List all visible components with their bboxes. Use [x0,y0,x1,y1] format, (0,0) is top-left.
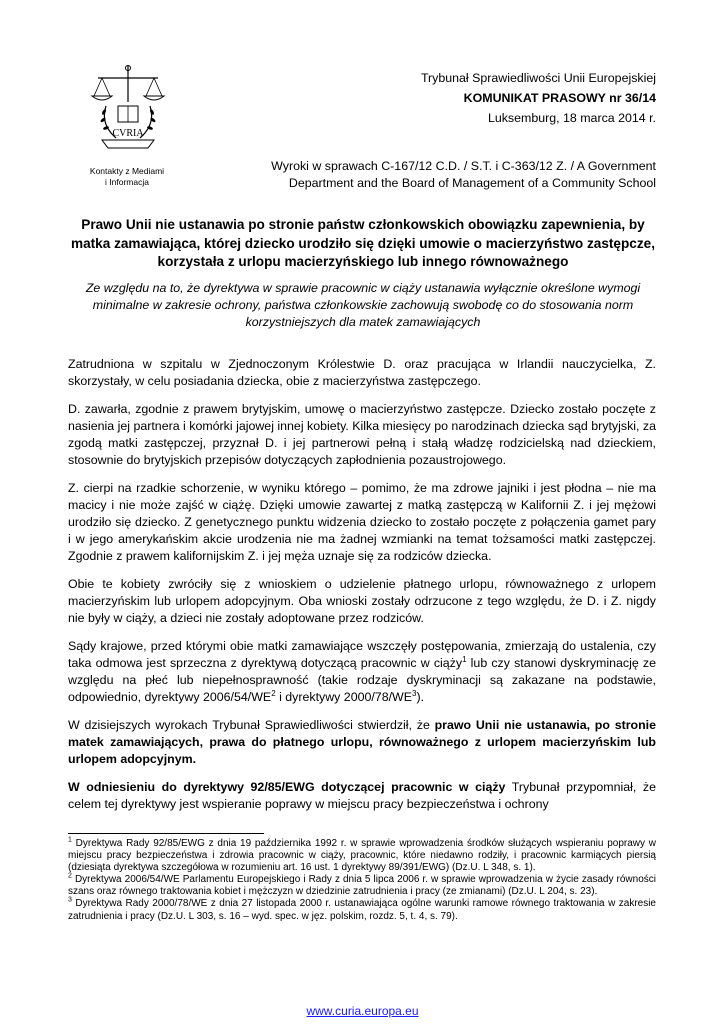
footnote-3-number: 3 [68,897,72,905]
paragraph-5-part-c: i dyrektywy 2000/78/WE [275,690,412,704]
paragraph-7-bold: W odniesieniu do dyrektywy 92/85/EWG dotyczącej pracownic w ciąży [68,780,506,794]
footnote-2-number: 2 [68,872,72,880]
media-contacts-label [66,166,188,188]
footnotes [68,838,656,923]
paragraph-6-part-a: W dzisiejszych wyrokach Trybunał Sprawiedliwości stwierdził, że [68,718,435,732]
footnote-1-text: Dyrektywa Rady 92/85/EWG z dnia 19 października 1992 r. w sprawie wprowadzenia środków służących wspieraniu poprawy w miejscu pracy bezpieczeństwa i zdrowia pracownic w ciąży, pracownic, które niedawno rodziły, i pracownic karmiących piersią (dziesiąta dyrektywa szczegółowa w rozumieniu art. 16 ust. 1 dyrektywy 89/391/EWG) (Dz.U. L 348, s. 1). [68,838,656,874]
paragraph-7 [68,779,656,813]
footnote-1-number: 1 [68,836,72,844]
paragraph-2: D. zawarła, zgodnie z prawem brytyjskim, umowę o macierzyństwo zastępcze. Dziecko zostało poczęte z nasienia jej partnera i komórki jajowej innej kobiety. Kilka miesięcy po narodzinach dziecka sąd brytyjski, za zgodą matki zastępczej, przyznał D. i jej partnerowi pełną i stałą władzę rodzicielską nad dzieckiem, stosownie do brytyjskich przepisów dotyczących zapłodnienia pozaustrojowego. [68,402,656,467]
paragraph-5 [68,638,656,706]
footnote-3-text: Dyrektywa Rady 2000/78/WE z dnia 27 listopada 2000 r. ustanawiająca ogólne warunki ramowe równego traktowania w zakresie zatrudnienia i pracy (Dz.U. L 303, s. 16 – wyd. spec. w jęz. polskim, rozdz. 5, t. 4, s. 79). [68,898,656,922]
curia-website-link[interactable]: www.curia.europa.eu [306,1004,419,1018]
footnote-1 [68,838,656,874]
paragraph-5-part-b: lub czy stanowi dyskryminację ze względu na płeć lub niepełnosprawność (takie rodzaje dyskryminacji są zakazane na podstawie, odpowiednio, dyrektywy 2006/54/WE [68,656,656,704]
case-line-1: Wyroki w sprawach C-167/12 C.D. / S.T. i C-363/12 Z. / A Government [271,159,656,173]
paragraph-7-part-b: Trybunał przypomniał, że celem tej dyrektywy jest wspieranie poprawy w miejscu pracy bezpieczeństwa i ochrony [68,780,656,811]
release-header [421,68,656,128]
body-text [68,356,656,824]
paragraph-6-bold: prawo Unii nie ustanawia, po stronie matek zamawiających, prawa do płatnego urlopu, równoważnego z urlopem macierzyńskim lub urlopem adopcyjnym. [68,718,657,766]
paragraph-4: Obie te kobiety zwróciły się z wnioskiem o udzielenie płatnego urlopu, równoważnego z urlopem macierzyńskim lub urlopem adopcyjnym. Oba wnioski zostały odrzucone z tego względu, że D. i Z. nigdy nie były w ciąży, a dzieci nie zostały adoptowane przez rodziców. [68,577,656,625]
footnote-divider [68,833,264,834]
contacts-line-1: Kontakty z Mediami [89,166,165,176]
footnote-ref-2[interactable]: 2 [271,688,276,698]
subheadline: Ze względu na to, że dyrektywa w sprawie pracownic w ciąży ustanawia wyłącznie określone wymogi minimalne w zakresie ochrony, państwa członkowskie zachowują swobodę co do stosowania norm korzystniejszych dla matek zamawiających [85,281,641,329]
institution-name: Trybunał Sprawiedliwości Unii Europejskiej [420,71,656,85]
paragraph-1: Zatrudniona w szpitalu w Zjednoczonym Królestwie D. oraz pracująca w Irlandii nauczycielka, Z. skorzystały, w celu posiadania dziecka, obie z macierzyństwa zastępczego. [68,357,656,388]
paragraph-3: Z. cierpi na rzadkie schorzenie, w wyniku którego – pomimo, że ma zdrowe jajniki i jest płodna – nie ma macicy i nie może zajść w ciążę. Dzięki umowie zawartej z matką zastępczą w Kalifornii Z. i jej mężowi urodziło się dziecko. Z genetycznego punktu widzenia dziecko to zostało poczęte z połączenia gamet pary i w jego amerykańskim akcie urodzenia nie ma żadnej wzmianki na temat tożsamości matki zastępczej. Zgodnie z prawem kalifornijskim Z. i jej męża uznaje się za rodziców dziecka. [68,481,656,563]
footnote-ref-3[interactable]: 3 [412,688,417,698]
contacts-line-2: i Informacja [105,177,149,187]
case-line-2: Department and the Board of Management of a Community School [288,176,656,190]
paragraph-6 [68,717,656,768]
release-number: KOMUNIKAT PRASOWY nr 36/14 [463,91,656,105]
case-reference [216,158,656,192]
paragraph-5-part-d: ). [416,690,425,704]
curia-logo [88,62,168,158]
footnote-ref-1[interactable]: 1 [462,654,467,664]
footnote-2-text: Dyrektywa 2006/54/WE Parlamentu Europejskiego i Rady z dnia 5 lipca 2006 r. w sprawie wprowadzenia w życie zasady równości szans oraz równego traktowania kobiet i mężczyzn w dziedzinie zatrudnienia i pracy (ze zmianami) (Dz.U. L 204, s. 23). [68,874,656,898]
footnote-2 [68,874,656,898]
paragraph-5-part-a: Sądy krajowe, przed którymi obie matki zamawiające wszczęły postępowania, zmierzają do ustalenia, czy taka odmowa jest sprzeczna z dyrektywą dotyczącą pracownic w ciąży [68,639,656,670]
footnote-3 [68,898,656,922]
headline: Prawo Unii nie ustanawia po stronie państw członkowskich obowiązku zapewnienia, by matka zamawiająca, której dziecko urodziło się dzięki umowie o macierzyństwo zastępcze, korzystała z urlopu macierzyńskiego lub innego równoważnego [71,217,655,269]
logo-text: CVRIA [112,128,144,139]
place-date: Luksemburg, 18 marca 2014 r. [487,111,656,125]
